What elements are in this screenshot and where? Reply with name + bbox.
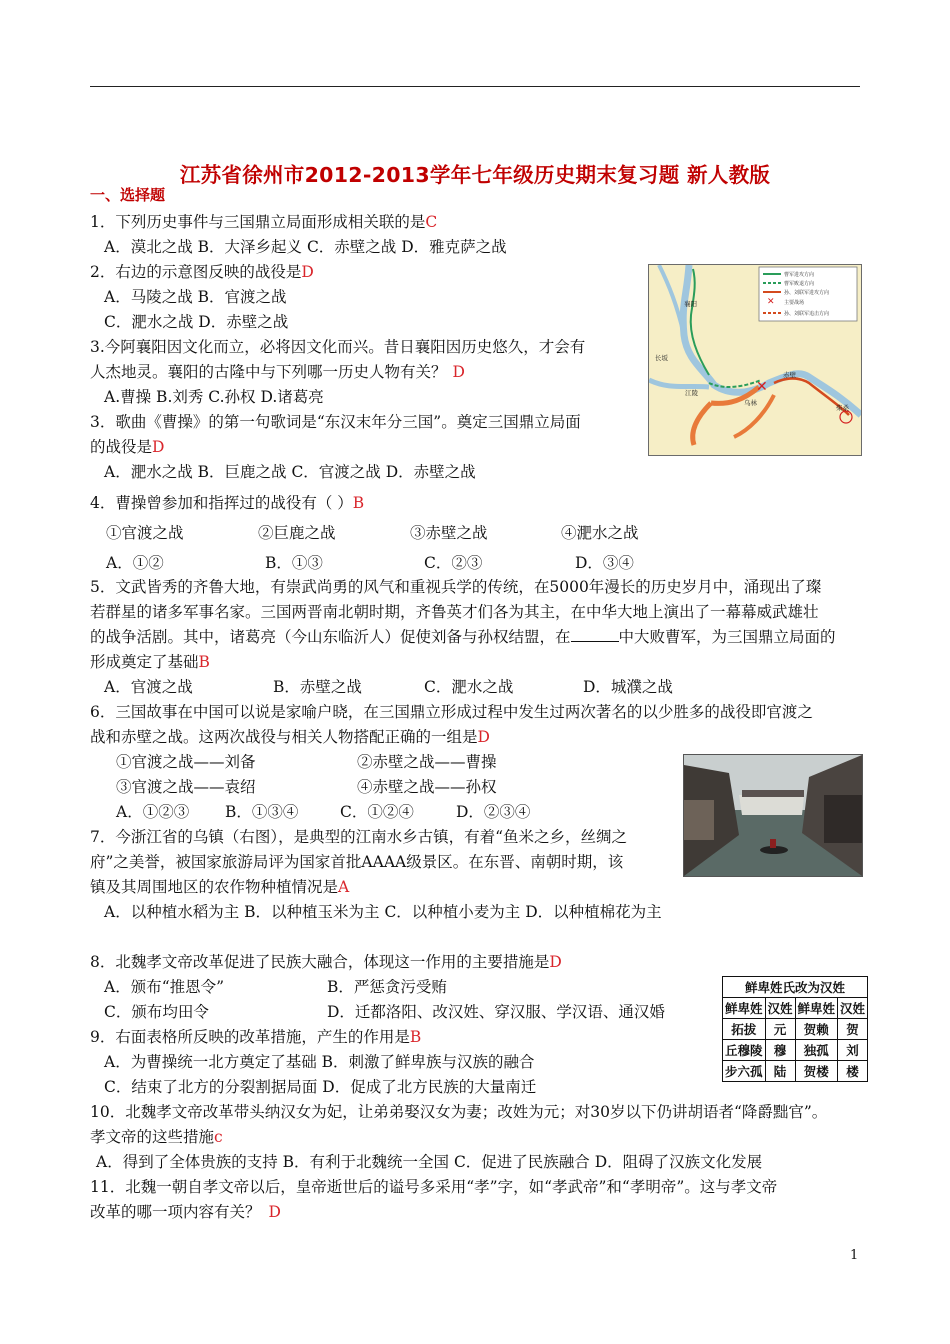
table-header: 汉姓: [765, 998, 795, 1019]
q6-choice: D．②③④: [456, 803, 531, 821]
question-11-line2: [90, 1201, 281, 1223]
answer-key: C: [425, 213, 438, 231]
table-row: [723, 1019, 868, 1040]
question-3a-line1: 3.今阿襄阳因文化而立，必将因文化而兴。昔日襄阳因历史悠久，才会有: [90, 338, 586, 356]
q5-choice: B．赤壁之战: [273, 678, 362, 696]
table-header: 鲜卑姓: [723, 998, 766, 1019]
answer-key: D: [452, 363, 465, 381]
battle-map: [649, 265, 861, 455]
table-header: 汉姓: [838, 998, 868, 1019]
answer-key: D: [549, 953, 562, 971]
table-header-row: [723, 998, 868, 1019]
far-houses: [739, 795, 804, 815]
table-cell: 元: [765, 1019, 795, 1040]
legend-label: 孙、刘联军追击方向: [784, 311, 830, 317]
answer-key: c: [214, 1128, 223, 1146]
question-5-line4: [90, 651, 210, 673]
q4-choice: A．①②: [106, 554, 164, 572]
q4-item: ①官渡之战: [106, 524, 184, 542]
table-cell: 丘穆陵: [723, 1040, 766, 1061]
battle-map-figure: [648, 264, 862, 456]
q6-pair: ④赤壁之战——孙权: [357, 778, 497, 796]
question-text: 的战争活剧。其中，诸葛亮（今山东临沂人）促使刘备与孙权结盟，在: [90, 628, 571, 646]
place-label: 赤壁: [783, 371, 796, 379]
q6-choice: C．①②④: [340, 803, 414, 821]
question-1-options: A．漠北之战 B．大泽乡起义 C．赤壁之战 D．雅克萨之战: [104, 238, 507, 256]
q6-choice: B．①③④: [225, 803, 299, 821]
q5-choice: A．官渡之战: [104, 678, 193, 696]
fill-blank: [571, 627, 619, 642]
q8-option: B．严惩贪污受贿: [327, 978, 447, 996]
q8-option: A．颁布“推恩令”: [104, 978, 225, 996]
question-3b-options: A．淝水之战 B．巨鹿之战 C．官渡之战 D．赤壁之战: [104, 463, 476, 481]
answer-key: D: [477, 728, 490, 746]
wuzhen-photo: [683, 754, 863, 877]
place-label: 柴桑: [836, 404, 849, 412]
table-cell: 楼: [838, 1061, 868, 1082]
table-header: 鲜卑姓: [795, 998, 838, 1019]
legend-label: 孙、刘联军进攻方向: [784, 290, 830, 296]
table-cell: 陆: [765, 1061, 795, 1082]
question-5-line3: [90, 626, 836, 648]
question-text: 改革的哪一项内容有关？: [90, 1203, 261, 1221]
question-1: [90, 211, 437, 233]
table-cell: 刘: [838, 1040, 868, 1061]
question-stem: 8．北魏孝文帝改革促进了民族大融合，体现这一作用的主要措施是: [90, 953, 550, 971]
question-7-line3: [90, 876, 349, 898]
question-text: 中大败曹军，为三国鼎立局面的: [618, 628, 836, 646]
question-stem: 4．曹操曾参加和指挥过的战役有（ ）: [90, 494, 353, 512]
table-row: [723, 1061, 868, 1082]
place-label: 襄阳: [684, 300, 697, 308]
question-10-line2: [90, 1126, 223, 1148]
table-cell: 步六孤: [723, 1061, 766, 1082]
question-3a-options: A.曹操 B.刘秀 C.孙权 D.诸葛亮: [104, 388, 324, 406]
q5-choice: C．淝水之战: [424, 678, 514, 696]
question-text: 镇及其周围地区的农作物种植情况是: [90, 878, 339, 896]
legend-label: 曹军进攻方向: [784, 272, 815, 278]
question-5-line1: 5．文武皆秀的齐鲁大地，有崇武尚勇的风气和重视兵学的传统，在5000年漫长的历史岁月中，涌现出了璨: [90, 578, 822, 596]
page-title: 江苏省徐州市2012-2013学年七年级历史期末复习题 新人教版: [179, 163, 771, 187]
question-9-options-row1: A．为曹操统一北方奠定了基础 B．刺激了鲜卑族与汉族的融合: [104, 1053, 535, 1071]
far-roofs: [742, 790, 804, 797]
left-facade: [684, 800, 714, 840]
question-3b-line1: 3．歌曲《曹操》的第一句歌词是“东汉末年分三国”。奠定三国鼎立局面: [90, 413, 581, 431]
q6-pair: ①官渡之战——刘备: [116, 753, 256, 771]
question-3b-line2: [90, 436, 164, 458]
table-cell: 穆: [765, 1040, 795, 1061]
q4-choice: D．③④: [575, 554, 634, 572]
question-stem: 9．右面表格所反映的改革措施，产生的作用是: [90, 1028, 410, 1046]
answer-key: D: [268, 1203, 281, 1221]
table-cell: 贺赖: [795, 1019, 838, 1040]
question-2: [90, 261, 314, 283]
surname-table: [722, 976, 868, 1082]
question-stem: 2．右边的示意图反映的战役是: [90, 263, 302, 281]
table-cell: 贺: [838, 1019, 868, 1040]
place-label: 长坂: [655, 354, 668, 362]
question-10-options: A．得到了全体贵族的支持 B．有利于北魏统一全国 C．促进了民族融合 D．阻碍了汉族文化发展: [96, 1153, 763, 1171]
q8-option: D．迁都洛阳、改汉姓、穿汉服、学汉语、通汉婚: [327, 1003, 665, 1021]
q8-option: C．颁布均田令: [104, 1003, 209, 1021]
q6-pair: ③官渡之战——袁绍: [116, 778, 256, 796]
question-stem: 人杰地灵。襄阳的古隆中与下列哪一历史人物有关？: [90, 363, 447, 381]
question-9: [90, 1026, 421, 1048]
q4-item: ④淝水之战: [561, 524, 639, 542]
answer-key: B: [198, 653, 210, 671]
answer-key: B: [352, 494, 365, 512]
question-5-line2: 若群星的诸多军事名家。三国两晋南北朝时期，齐鲁英才们各为其主，在中华大地上演出了一幕幕威武雄壮: [90, 603, 819, 621]
question-9-options-row2: C．结束了北方的分裂割据局面 D．促成了北方民族的大量南迁: [104, 1078, 537, 1096]
answer-key: A: [338, 878, 350, 896]
header-rule: [90, 86, 860, 87]
table-caption: 鲜卑姓氏改为汉姓: [723, 977, 868, 998]
question-4: [90, 492, 364, 514]
battlefield-marker-icon: ✕: [756, 379, 768, 395]
q6-pair: ②赤壁之战——曹操: [357, 753, 497, 771]
question-7-line1: 7．今浙江省的乌镇（右图），是典型的江南水乡古镇，有着“鱼米之乡，丝绸之: [90, 828, 628, 846]
answer-key: D: [301, 263, 314, 281]
answer-key: D: [152, 438, 165, 456]
question-10-line1: 10．北魏孝文帝改革带头纳汉女为妃，让弟弟娶汉女为妻；改姓为元；对30岁以下仍讲胡语者“降爵黜官”。: [90, 1103, 828, 1121]
page-number: 1: [850, 1248, 859, 1263]
legend-label: 主要战场: [784, 300, 805, 306]
q4-item: ③赤壁之战: [410, 524, 488, 542]
q4-choice: C．②③: [424, 554, 483, 572]
question-6-line1: 6．三国故事在中国可以说是家喻户晓，在三国鼎立形成过程中发生过两次著名的以少胜多的战役即官渡之: [90, 703, 813, 721]
right-facade: [824, 795, 862, 843]
table-row: [723, 1040, 868, 1061]
q5-choice: D．城濮之战: [583, 678, 673, 696]
q6-choice: A．①②③: [116, 803, 190, 821]
question-7-line2: 府”之美誉，被国家旅游局评为国家首批AAAA级景区。在东晋、南朝时期，该: [90, 853, 624, 871]
question-text: 形成奠定了基础: [90, 653, 199, 671]
question-6-line2: [90, 726, 490, 748]
section-heading: 一、选择题: [90, 186, 166, 204]
wuzhen-photo-drawing: [684, 755, 862, 876]
legend-swatch: ✕: [767, 297, 775, 307]
table-cell: 贺楼: [795, 1061, 838, 1082]
question-2-options-row2: C．淝水之战 D．赤壁之战: [104, 313, 289, 331]
place-label: 江陵: [685, 389, 698, 397]
boatman: [770, 839, 776, 848]
q4-item: ②巨鹿之战: [258, 524, 336, 542]
question-3a-line2: [90, 361, 465, 383]
place-label: 乌林: [744, 399, 757, 407]
question-stem: 1．下列历史事件与三国鼎立局面形成相关联的是: [90, 213, 426, 231]
table-cell: 拓拔: [723, 1019, 766, 1040]
question-text: 战和赤壁之战。这两次战役与相关人物搭配正确的一组是: [90, 728, 478, 746]
answer-key: B: [409, 1028, 422, 1046]
question-stem: 的战役是: [90, 438, 153, 456]
question-text: 孝文帝的这些措施: [90, 1128, 215, 1146]
q4-choice: B．①③: [265, 554, 323, 572]
question-2-options-row1: A．马陵之战 B．官渡之战: [104, 288, 287, 306]
question-7-options: A．以种植水稻为主 B．以种植玉米为主 C．以种植小麦为主 D．以种植棉花为主: [104, 903, 662, 921]
table-cell: 独孤: [795, 1040, 838, 1061]
question-8: [90, 951, 562, 973]
question-11-line1: 11．北魏一朝自孝文帝以后，皇帝逝世后的谥号多采用“孝”字，如“孝武帝”和“孝明帝”。这与孝文帝: [90, 1178, 778, 1196]
legend-label: 曹军败退方向: [784, 281, 815, 287]
